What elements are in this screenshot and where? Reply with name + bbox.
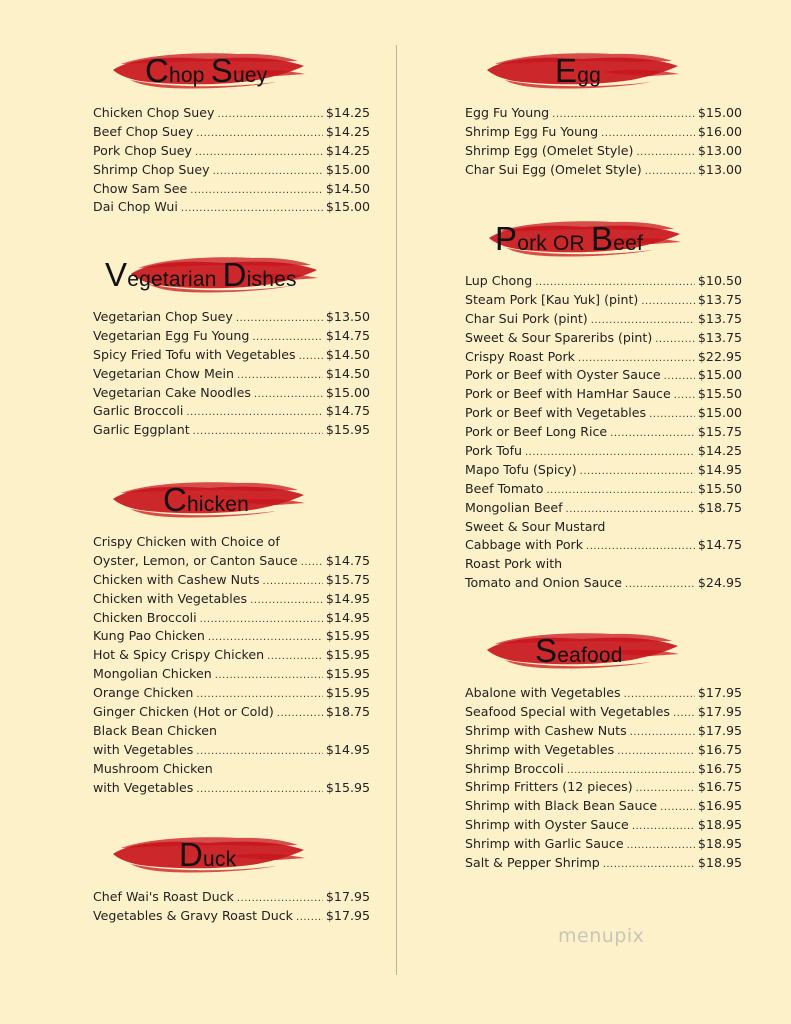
menu-item-name: Crispy Roast Pork: [465, 348, 575, 364]
menu-item-price: $15.00: [697, 405, 742, 421]
menupix-watermark: menupix: [558, 925, 645, 947]
section-duck: [93, 832, 370, 926]
menu-item: [465, 816, 742, 835]
dot-leader: [617, 743, 695, 762]
menu-item: [465, 348, 742, 367]
section-seafood: [465, 628, 742, 873]
dot-leader: [649, 406, 695, 425]
menu-item-price: $14.75: [325, 403, 370, 419]
menu-item: [465, 272, 742, 291]
menu-item-name: Vegetarian Chop Suey: [93, 309, 233, 324]
section-title: [145, 52, 267, 90]
menu-item-name: with Vegetables: [93, 741, 194, 757]
section-title: [179, 836, 236, 874]
dot-leader: [299, 348, 323, 367]
menu-item-price: $15.00: [697, 367, 742, 383]
menu-item-price: $18.75: [325, 704, 370, 720]
menu-item-name: Beef Chop Suey: [93, 123, 194, 139]
dot-leader: [267, 648, 323, 667]
title-rest: ork OR: [517, 232, 591, 255]
menu-item: [93, 665, 370, 684]
dot-leader: [181, 200, 323, 219]
dot-leader: [580, 463, 695, 482]
menu-item: [93, 198, 370, 217]
menu-item-price: $13.00: [697, 142, 742, 158]
menu-item-name: Pork or Beef Long Rice: [465, 424, 608, 440]
menu-item: [465, 703, 742, 722]
dot-leader: [250, 592, 323, 611]
section-title: [105, 256, 297, 294]
menu-item-price: $14.95: [325, 590, 370, 606]
menu-item-name: Shrimp Egg (Omelet Style): [465, 142, 634, 158]
menu-item-price: $16.75: [697, 779, 742, 795]
menu-item-price: $14.50: [325, 346, 370, 362]
menu-item: [465, 423, 742, 442]
title-capital: V: [105, 256, 128, 293]
menu-item-price: $22.95: [697, 348, 742, 364]
menu-item-price: $14.95: [697, 461, 742, 477]
menu-item: [93, 888, 370, 907]
menu-item-name: Shrimp with Vegetables: [465, 741, 615, 757]
menu-item-price: $14.75: [697, 537, 742, 553]
menu-item-name: Hot & Spicy Crispy Chicken: [93, 647, 265, 663]
menu-item: [465, 442, 742, 461]
menu-item-price: $10.50: [697, 273, 742, 288]
menu-item-name: Orange Chicken: [93, 685, 194, 701]
title-rest: hop: [169, 64, 211, 87]
menu-item-price: $18.95: [697, 855, 742, 871]
dot-leader: [660, 799, 695, 818]
menu-item: [465, 142, 742, 161]
menu-item-price: $16.75: [697, 741, 742, 757]
menu-item-price: $17.95: [697, 703, 742, 719]
menu-item-price: $24.95: [697, 575, 742, 591]
dot-leader: [627, 837, 695, 856]
menu-item-name: Chicken with Cashew Nuts: [93, 571, 260, 587]
menu-item-price: $15.75: [325, 571, 370, 587]
menu-item: [465, 404, 742, 423]
menu-item-name: Pork or Beef with Oyster Sauce: [465, 367, 661, 383]
title-rest: gg: [577, 64, 601, 87]
menu-item-price: $14.50: [325, 365, 370, 381]
menu-item-name: Pork Tofu: [465, 443, 522, 459]
menu-item: [465, 854, 742, 873]
menu-item: [93, 327, 370, 346]
dot-leader: [254, 386, 323, 405]
menu-item-name: Cabbage with Pork: [465, 537, 584, 553]
menu-item: [465, 684, 742, 703]
menu-item-price: $14.95: [325, 609, 370, 625]
menu-item-price: $14.95: [325, 741, 370, 757]
menu-item-name: Salt & Pepper Shrimp: [465, 855, 600, 871]
menu-item: [465, 461, 742, 480]
menu-item: [465, 310, 742, 329]
menu-item-price: $15.75: [697, 424, 742, 440]
title-capital: B: [590, 220, 614, 257]
menu-item: [465, 536, 742, 555]
menu-item-price: $15.95: [325, 647, 370, 663]
dot-leader: [296, 909, 323, 928]
menu-item-name: Vegetarian Chow Mein: [93, 365, 235, 381]
menu-item-name: Crispy Chicken with Choice of: [93, 534, 280, 549]
menu-item-price: $15.00: [325, 384, 370, 400]
menu-item-price: $15.00: [325, 161, 370, 177]
menu-item-price: $14.25: [325, 142, 370, 158]
dot-leader: [193, 423, 323, 442]
dot-leader: [645, 163, 695, 182]
menu-item-price: $16.75: [697, 760, 742, 776]
menu-item-name: Mushroom Chicken: [93, 760, 213, 776]
menu-item-price: $16.95: [697, 798, 742, 814]
menu-item-price: $13.75: [697, 329, 742, 345]
menu-item: [93, 123, 370, 142]
dot-leader: [603, 856, 695, 875]
dot-leader: [195, 144, 323, 163]
title-rest: hicken: [187, 493, 249, 516]
dot-leader: [190, 182, 323, 201]
menu-item-price: $17.95: [697, 722, 742, 738]
section-vegetarian: [93, 252, 370, 440]
menu-item: [93, 741, 370, 760]
menu-item: [93, 907, 370, 926]
menu-item-name: Spicy Fried Tofu with Vegetables: [93, 346, 296, 362]
section-heading-duck: [93, 832, 370, 878]
menu-item-price: $13.00: [697, 161, 742, 177]
dot-leader: [277, 705, 323, 724]
menu-item-name: Sweet & Sour Spareribs (pint): [465, 329, 653, 345]
menu-item-name: Garlic Broccoli: [93, 403, 184, 419]
menu-item: [465, 835, 742, 854]
dot-leader: [610, 425, 695, 444]
dot-leader: [632, 818, 695, 837]
menu-item-price: $17.95: [697, 685, 742, 700]
menu-item: [465, 161, 742, 180]
title-capital: P: [495, 220, 518, 257]
menu-item-name: Black Bean Chicken: [93, 722, 217, 738]
menu-item-price: $15.95: [325, 666, 370, 682]
menu-item-name: Mongolian Chicken: [93, 666, 212, 682]
menu-item: [465, 741, 742, 760]
section-title: [163, 481, 249, 519]
menu-item-name: Kung Pao Chicken: [93, 628, 205, 644]
dot-leader: [213, 163, 323, 182]
menu-item-price: $15.95: [325, 422, 370, 438]
menu-item: [93, 308, 370, 327]
menu-item-name: Sweet & Sour Mustard: [465, 518, 606, 534]
menu-item-name: Char Sui Egg (Omelet Style): [465, 161, 642, 177]
menu-item-name: Vegetables & Gravy Roast Duck: [93, 907, 293, 923]
menu-item-price: $15.00: [697, 105, 742, 120]
menu-item-price: $14.75: [325, 552, 370, 568]
dot-leader: [196, 743, 323, 762]
menu-item-name: Vegetarian Egg Fu Young: [93, 327, 250, 343]
dot-leader: [546, 482, 694, 501]
dot-leader: [217, 106, 322, 125]
menu-item-name: with Vegetables: [93, 779, 194, 795]
menu-item: [93, 180, 370, 199]
menu-item: [93, 571, 370, 590]
menu-item: [465, 499, 742, 518]
menu-item-price: $14.25: [325, 123, 370, 139]
dot-leader: [641, 293, 695, 312]
menu-item-name: Egg Fu Young: [465, 105, 550, 120]
menu-item: [93, 590, 370, 609]
menu-item-name: Garlic Eggplant: [93, 422, 190, 438]
title-capital: C: [145, 52, 170, 89]
menu-item-price: $17.95: [325, 889, 370, 904]
menu-item-price: $17.95: [325, 907, 370, 923]
menu-item-name: Lup Chong: [465, 273, 533, 288]
menu-item: [465, 574, 742, 593]
menu-item-name: Roast Pork with: [465, 556, 563, 572]
menu-item: [465, 123, 742, 142]
menu-item-name: Pork Chop Suey: [93, 142, 192, 158]
title-rest: uck: [203, 848, 237, 871]
section-title: [535, 632, 623, 670]
section-heading-chop-suey: [93, 48, 370, 94]
menu-item: [93, 760, 370, 779]
title-capital: E: [555, 52, 578, 89]
title-rest: egetarian: [127, 268, 223, 291]
menu-item-price: $15.50: [697, 480, 742, 496]
menu-item: [93, 533, 370, 552]
dot-leader: [196, 125, 323, 144]
menu-item-name: Vegetarian Cake Noodles: [93, 384, 251, 400]
dot-leader: [215, 667, 323, 686]
menu-item: [93, 402, 370, 421]
title-rest: ishes: [246, 268, 297, 291]
menu-item-price: $14.25: [325, 105, 370, 120]
menu-item: [465, 778, 742, 797]
menu-item: [93, 104, 370, 123]
menu-item-price: $16.00: [697, 123, 742, 139]
title-capital: D: [179, 836, 204, 873]
menu-item-name: Oyster, Lemon, or Canton Sauce: [93, 552, 298, 568]
menu-item-name: Shrimp with Cashew Nuts: [465, 722, 627, 738]
menu-item-name: Dai Chop Wui: [93, 199, 178, 215]
section-chop-suey: [93, 48, 370, 217]
title-capital: S: [210, 52, 233, 89]
section-pork-beef: [465, 216, 742, 593]
menu-item: [465, 518, 742, 537]
menu-item-name: Steam Pork [Kau Yuk] (pint): [465, 291, 639, 307]
menu-item-name: Shrimp with Black Bean Sauce: [465, 798, 658, 814]
title-capital: C: [163, 481, 188, 518]
section-heading-vegetarian: [93, 252, 370, 298]
menu-item-name: Beef Tomato: [465, 480, 544, 496]
menu-item-price: $15.00: [325, 199, 370, 215]
menu-item-name: Shrimp with Oyster Sauce: [465, 817, 629, 833]
title-rest: eef: [613, 232, 643, 255]
dot-leader: [625, 576, 695, 595]
menu-item: [93, 552, 370, 571]
dot-leader: [586, 538, 695, 557]
section-heading-egg: [465, 48, 742, 94]
menu-item: [93, 161, 370, 180]
menu-item-price: $18.95: [697, 836, 742, 852]
section-heading-chicken: [93, 477, 370, 523]
section-egg: [465, 48, 742, 180]
section-title: [495, 220, 643, 258]
dot-leader: [200, 611, 323, 630]
title-capital: S: [535, 632, 558, 669]
menu-item: [465, 722, 742, 741]
menu-item-price: $14.50: [325, 180, 370, 196]
menu-item-price: $15.95: [325, 628, 370, 644]
menu-item: [465, 104, 742, 123]
menu-item-price: $13.75: [697, 310, 742, 326]
menu-item-name: Shrimp Broccoli: [465, 760, 564, 776]
menu-item-name: Seafood Special with Vegetables: [465, 703, 670, 719]
dot-leader: [196, 781, 323, 800]
menu-item-name: Pork or Beef with HamHar Sauce: [465, 386, 671, 402]
title-rest: eafood: [557, 644, 623, 667]
column-divider: [396, 45, 397, 975]
dot-leader: [186, 404, 323, 423]
dot-leader: [301, 554, 323, 573]
dot-leader: [655, 331, 695, 350]
menu-item: [465, 797, 742, 816]
menu-item-name: Pork or Beef with Vegetables: [465, 405, 647, 421]
menu-item-name: Tomato and Onion Sauce: [465, 575, 623, 591]
menu-item-name: Chicken Broccoli: [93, 609, 197, 625]
title-rest: uey: [232, 64, 268, 87]
menu-item: [93, 142, 370, 161]
menu-item-price: $13.75: [697, 291, 742, 307]
section-chicken: [93, 477, 370, 797]
menu-item-price: $14.75: [325, 327, 370, 343]
menu-item-price: $18.95: [697, 817, 742, 833]
menu-item: [93, 421, 370, 440]
menu-item: [465, 480, 742, 499]
menu-item: [465, 366, 742, 385]
menu-item-name: Mongolian Beef: [465, 499, 563, 515]
menu-item-price: $15.95: [325, 779, 370, 795]
menu-item: [93, 684, 370, 703]
dot-leader: [263, 573, 323, 592]
menu-item: [93, 384, 370, 403]
menu-item-price: $18.75: [697, 499, 742, 515]
menu-item-name: Chicken Chop Suey: [93, 105, 215, 120]
menu-item-name: Chow Sam See: [93, 180, 188, 196]
menu-item: [465, 385, 742, 404]
menu-item: [465, 291, 742, 310]
menu-item-name: Char Sui Pork (pint): [465, 310, 588, 326]
menu-item: [93, 365, 370, 384]
menu-item-name: Mapo Tofu (Spicy): [465, 461, 577, 477]
menu-item: [93, 703, 370, 722]
title-capital: D: [222, 256, 247, 293]
dot-leader: [674, 387, 695, 406]
menu-item: [465, 760, 742, 779]
menu-item-name: Chef Wai's Roast Duck: [93, 889, 234, 904]
menu-item-name: Abalone with Vegetables: [465, 685, 621, 700]
section-title: [555, 52, 601, 90]
menu-item-price: $14.25: [697, 443, 742, 459]
section-heading-seafood: [465, 628, 742, 674]
menu-item-price: $13.50: [325, 309, 370, 324]
menu-item: [93, 779, 370, 798]
menu-item-name: Shrimp Fritters (12 pieces): [465, 779, 633, 795]
menu-item: [93, 722, 370, 741]
menu-item: [93, 609, 370, 628]
dot-leader: [636, 144, 694, 163]
menu-item: [465, 329, 742, 348]
menu-item: [93, 627, 370, 646]
menu-item: [93, 646, 370, 665]
section-heading-pork-beef: [465, 216, 742, 262]
menu-item: [465, 555, 742, 574]
menu-item-price: $15.95: [325, 685, 370, 701]
menu-item-name: Ginger Chicken (Hot or Cold): [93, 704, 274, 720]
dot-leader: [673, 705, 695, 724]
menu-item-name: Shrimp Egg Fu Young: [465, 123, 599, 139]
menu-item-name: Shrimp Chop Suey: [93, 161, 210, 177]
menu-item: [93, 346, 370, 365]
menu-item-name: Shrimp with Garlic Sauce: [465, 836, 624, 852]
menu-item-name: Chicken with Vegetables: [93, 590, 248, 606]
dot-leader: [630, 724, 695, 743]
menu-item-price: $15.50: [697, 386, 742, 402]
